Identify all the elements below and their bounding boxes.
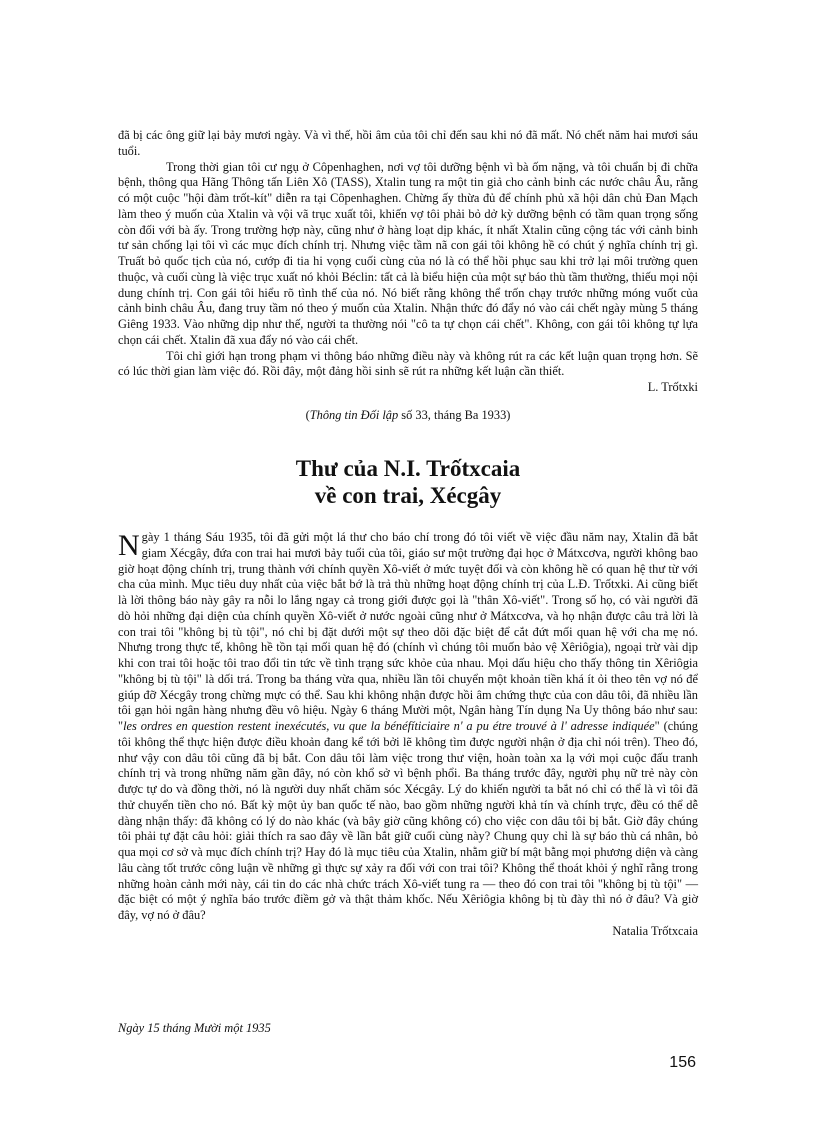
source-citation: [118, 408, 698, 424]
title-line-1: Thư của N.I. Trốtxcaia: [295, 456, 521, 481]
source-open-paren: (: [305, 408, 310, 422]
drop-cap: N: [118, 529, 140, 562]
date-line: Ngày 15 tháng Mười một 1935: [118, 1021, 271, 1035]
signature-trotsky: L. Trốtxki: [647, 380, 698, 394]
letter-date: [118, 1019, 698, 1037]
letter-body: [118, 530, 698, 940]
paragraph: đã bị các ông giữ lại bảy mươi ngày. Và vì thế, hồi âm của tôi chỉ đến sau khi nó đã mất. Nó chết năm hai mươi sáu tuổi.: [118, 128, 698, 158]
body-text-b: " (chúng tôi không thể thực hiện được điều khoản đang kể tới bởi lẽ không tìm được người nhận ở địa chỉ nói trên). Theo đó, như vậy con dâu tôi cũng đã bị bắt. Con dâu tôi làm việc trong thư viện, hoàn toàn xa lạ với mọi cuộc đấu tranh chính trị và trong những năm gần đây, nó còn khổ sở vì bệnh phổi. Ba tháng trước đây, người phụ nữ trẻ này còn được tự do và đồng thời, nó là người duy nhất chăm sóc Xécgây. Lý do khiến người ta bắt nó chỉ có thể là vì tôi đã thử chuyển tiền cho nó. Bất kỳ một ủy ban quốc tế nào, bao gồm những người khả tín và chính trực, đều có thể dễ dàng nhận thấy: đã không có lý do nào khác (và bây giờ cũng không có) cho việc con dâu tôi bị bắt. Giờ đây chúng tôi phải tự đặt câu hỏi: giải thích ra sao đây về lần bắt giữ cuối cùng này? Chung quy chỉ là sự báo thù cá nhân, bỏ qua mọi cơ sở và mục đích chính trị? Hay đó là mục tiêu của Xtalin, nhằm giữ bí mật bằng mọi phương diện và càng lâu càng tốt trước công luận về những gì thực sự xảy ra đối với con trai tôi? Không thể thoát khỏi ý nghĩ rằng trong những hoàn cảnh mới này, cái tin do các nhà chức trách Xô-viết tung ra — theo đó con trai tôi "không bị tù tội" — đặc biệt có một ý nghĩa báo trước điềm gở và thật thảm khốc. Nếu Xêriôgia không bị tù đày thì nó ở đâu? Và giờ đây, vợ nó ở đâu?: [118, 719, 698, 922]
title-line-2: về con trai, Xécgây: [314, 483, 502, 508]
source-details: số 33, tháng Ba 1933): [398, 408, 511, 422]
body-text-a: gày 1 tháng Sáu 1935, tôi đã gửi một lá thư cho báo chí trong đó tôi viết về việc đầu năm nay, Xtalin đã bắt giam Xécgây, đứa con trai hai mươi bảy tuổi của tôi, giáo sư một trường đại học ở Mátxcơva, người không bao giờ hoạt động chính trị, trung thành với chính quyền Xô-viết ở mức tuyệt đối và còn không hề có quan hệ thư từ với cha của mình. Mục tiêu duy nhất của việc bắt bớ là trả thù những hoạt động chính trị của L.Đ. Trốtxki. Ai cũng biết là lời thông báo này gây ra nỗi lo lắng ngay cả trong giới được gọi là "thân Xô-viết". Trong số họ, có vài người đã dò hỏi những đại diện của chính quyền Xô-viết ở nước ngoài cũng như ở Mátxcơva, và họ nhận được câu trả lời là con trai tôi "không bị tù tội", nó chỉ bị đặt dưới một sự theo dõi đặc biệt để cắt đứt mối quan hệ với cha mẹ nó. Nhưng trong thực tế, không hề tồn tại mối quan hệ đó (chính vì chúng tôi muốn bảo vệ Xêriôgia), ngoại trừ vài dịp khi con trai tôi hoặc tôi trao đổi tin tức về tình trạng sức khỏe của nhau. Mọi dấu hiệu cho thấy thông tin Xêriôgia "không bị tù tội" là dối trá. Trong ba tháng vừa qua, nhiều lần tôi chuyển một khoản tiền khá ít ỏi theo tên vợ nó để giúp đỡ Xécgây trong chừng mực có thể. Sau khi không nhận được hồi âm chứng thực của con dâu tôi, đã nhiều lần tôi gạn hỏi ngân hàng nhưng đều vô hiệu. Ngày 6 tháng Mười một, Ngân hàng Tín dụng Na Uy thông báo như sau: ": [118, 530, 698, 733]
paragraph: Trong thời gian tôi cư ngụ ở Côpenhaghen, nơi vợ tôi dưỡng bệnh vì bà ốm nặng, và tôi chuẩn bị đi chữa bệnh, thông qua Hãng Thông tấn Liên Xô (TASS), Xtalin tung ra một tin giả cho cảnh binh các nước châu Âu, rằng có một cuộc "hội đàm trốt-kít" diễn ra tại Côpenhaghen. Chừng ấy thừa đủ để chính phủ xã hội dân chủ Đan Mạch làm theo ý muốn của Xtalin và vội vã trục xuất tôi, khiến vợ tôi phải bỏ dở kỳ dưỡng bệnh có tầm quan trọng sống còn đối với bà ấy. Trong trường hợp này, cũng như ở hàng loạt dịp khác, ít nhất Xtalin cũng cộng tác với cảnh binh tư sản chống lại tôi vì các mục đích chính trị. Nhưng việc tầm nã con gái tôi không hề có chút ý nghĩa chính trị gì. Truất bỏ quốc tịch của nó, cướp đi tia hi vọng cuối cùng của nó là có thể hồi phục sau khi trở lại môi trường quen thuộc, và cuối cùng là việc trục xuất nó khỏi Béclin: tất cả là biểu hiện của một sự báo thù tầm thường, thiếu mọi nội dung chính trị. Con gái tôi hiểu rõ tình thế của nó. Nó biết rằng không thể trốn chạy trước những móng vuốt của cảnh binh châu Âu, đang truy tầm nó theo ý muốn của Xtalin. Nhận thức đó đẩy nó vào cái chết ngày mùng 5 tháng Giêng 1933. Vào những dịp như thế, người ta thường nói "cô ta tự chọn cái chết". Không, con gái tôi không tự lựa chọn cái chết. Xtalin đã xua đẩy nó vào cái chết.: [118, 159, 698, 347]
letter-title: [118, 455, 698, 509]
body-paragraph: [118, 530, 698, 924]
signature-natalia: Natalia Trốtxcaia: [612, 923, 698, 938]
page-number: 156: [669, 1054, 696, 1071]
french-quote: les ordres en question restent inexécutés, vu que la bénéfíticiaire n' a pu étre trouvé à l' adresse indiquée: [123, 719, 655, 733]
source-title: Thông tin Đối lập: [309, 408, 399, 422]
paragraph: Tôi chỉ giới hạn trong phạm vi thông báo những điều này và không rút ra các kết luận quan trọng hơn. Sẽ có lúc thời gian làm việc đó. Rồi đây, một đảng hồi sinh sẽ rút ra những kết luận cần thiết.: [118, 348, 698, 379]
letter-trotsky-ending: [118, 128, 698, 396]
